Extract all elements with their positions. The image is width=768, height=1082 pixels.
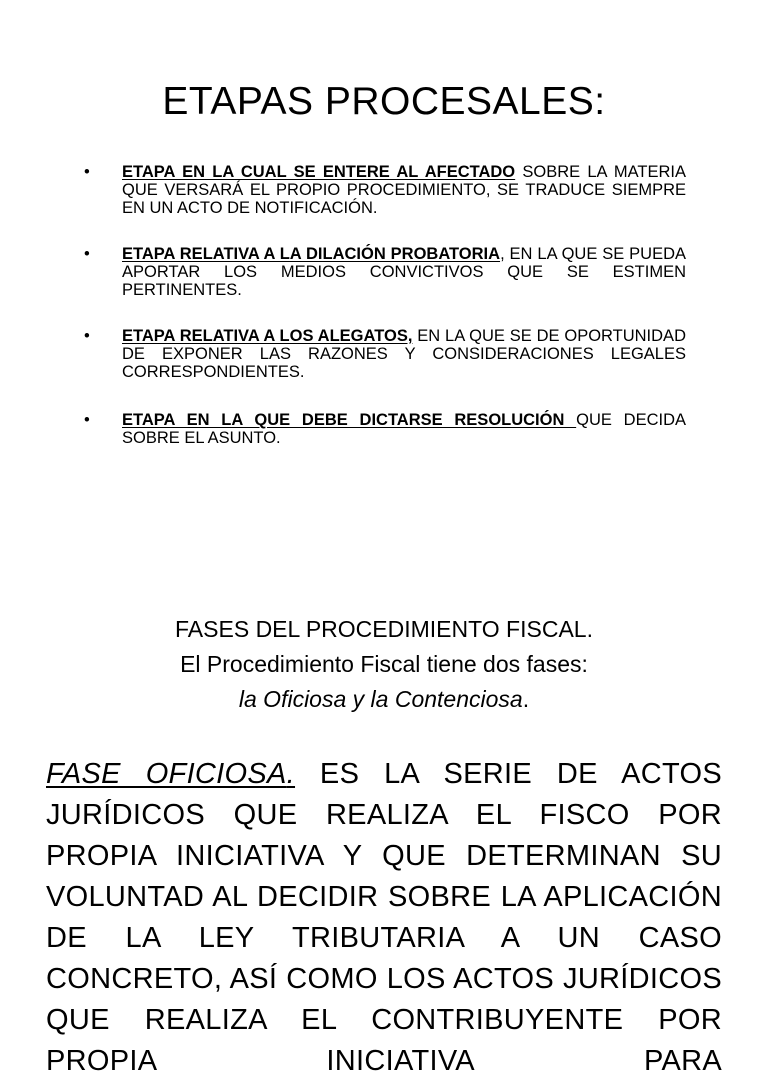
fases-heading: FASES DEL PROCEDIMIENTO FISCAL. bbox=[175, 616, 593, 642]
bullet-icon: • bbox=[84, 327, 90, 345]
etapa-text: EN LA QUE SE DE OPORTUNIDAD DE EXPONER LAS RAZONES Y CONSIDERACIONES LEGALES CORRESPONDIENTES. bbox=[122, 327, 686, 381]
etapa-text: , EN LA QUE SE PUEDA APORTAR LOS MEDIOS CONVICTIVOS QUE SE ESTIMEN PERTINENTES. bbox=[122, 245, 686, 299]
etapa-heading: ETAPA RELATIVA A LA DILACIÓN PROBATORIA bbox=[122, 245, 501, 263]
page-title: ETAPAS PROCESALES: bbox=[162, 80, 606, 123]
etapa-heading: ETAPA EN LA CUAL SE ENTERE AL AFECTADO bbox=[122, 163, 516, 181]
etapa-text: QUE DECIDA SOBRE EL ASUNTO. bbox=[122, 411, 687, 447]
etapa-text: SOBRE LA MATERIA QUE VERSARÁ EL PROPIO PROCEDIMIENTO, SE TRADUCE SIEMPRE EN UN ACTO DE NOTIFICACIÓN. bbox=[122, 163, 686, 217]
bullet-icon: • bbox=[84, 411, 90, 429]
fase-oficiosa-paragraph bbox=[46, 754, 722, 1082]
bullet-icon: • bbox=[84, 245, 90, 263]
fases-intro: El Procedimiento Fiscal tiene dos fases: bbox=[180, 651, 588, 677]
fase-oficiosa-heading-punct: . bbox=[286, 758, 296, 790]
fases-section bbox=[0, 612, 768, 717]
list-item bbox=[84, 327, 686, 381]
fases-names bbox=[0, 682, 768, 717]
list-item bbox=[84, 245, 686, 299]
fases-names-italic: la Oficiosa y la Contenciosa bbox=[238, 686, 523, 712]
list-item bbox=[84, 411, 686, 447]
etapa-heading: ETAPA EN LA QUE DEBE DICTARSE RESOLUCIÓN bbox=[122, 411, 577, 429]
list-item bbox=[84, 163, 686, 217]
fase-oficiosa-body: ES LA SERIE DE ACTOS JURÍDICOS QUE REALIZA EL FISCO POR PROPIA INICIATIVA Y QUE DETERMINAN SU VOLUNTAD AL DECIDIR SOBRE LA APLICACIÓN DE LA LEY TRIBUTARIA A UN CASO CONCRETO, ASÍ COMO LOS ACTOS JURÍDICOS QUE REALIZA EL CONTRIBUYENTE POR PROPIA INICIATIVA PARA bbox=[46, 758, 722, 1077]
bullet-icon: • bbox=[84, 163, 90, 181]
etapas-list bbox=[84, 163, 686, 475]
fase-oficiosa-heading: FASE OFICIOSA bbox=[46, 758, 287, 790]
etapa-heading: ETAPA RELATIVA A LOS ALEGATOS, bbox=[122, 327, 413, 345]
fases-names-end: . bbox=[522, 686, 530, 712]
